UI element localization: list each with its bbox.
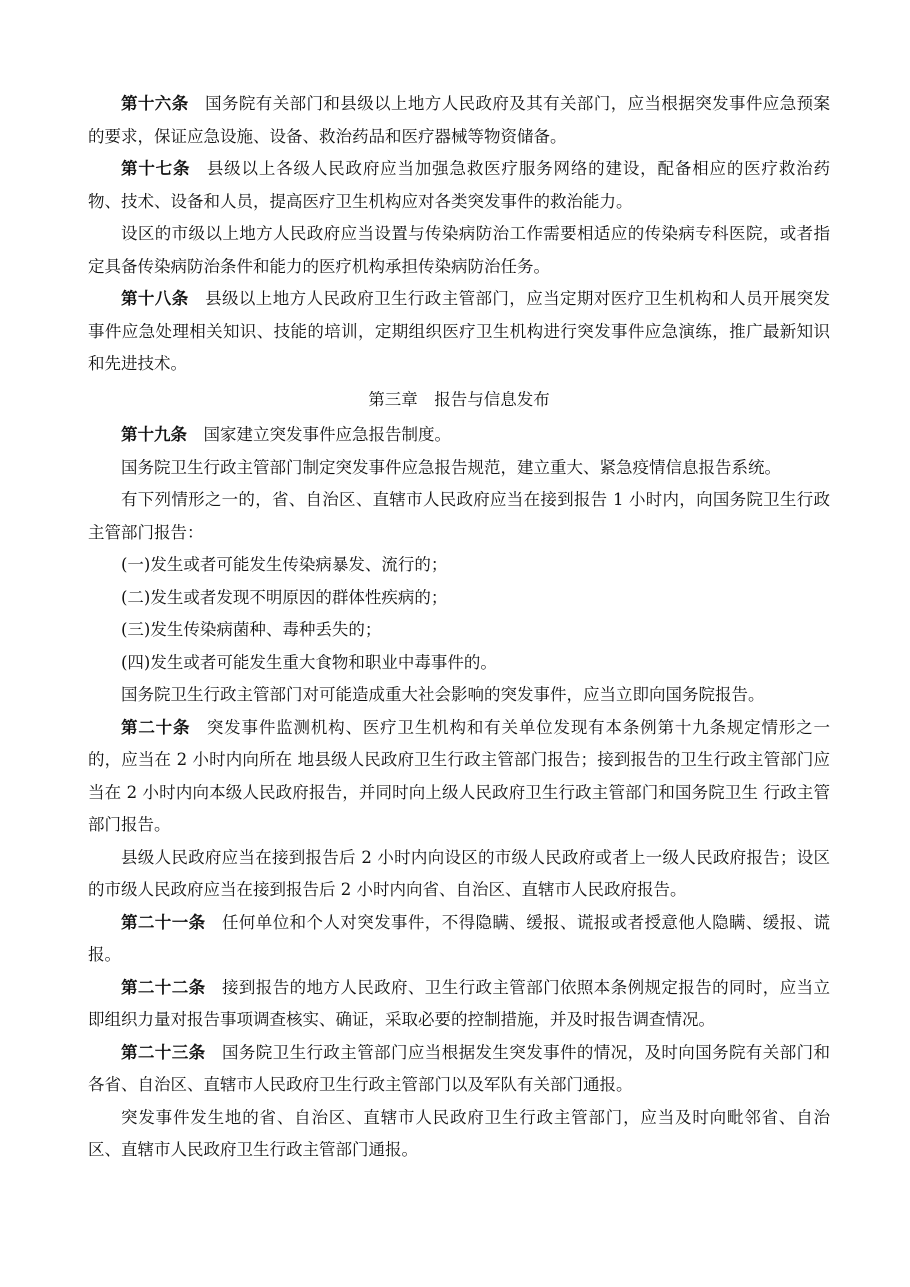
list-item: (二)发生或者发现不明原因的群体性疾病的； <box>121 587 448 607</box>
article-22 <box>88 972 830 1037</box>
paragraph: 国务院卫生行政主管部门对可能造成重大社会影响的突发事件，应当立即向国务院报告。 <box>121 685 765 704</box>
article-text: 国务院卫生行政主管部门应当根据发生突发事件的情况，及时向国务院有关部门和各省、自治区、直辖市人民政府卫生行政主管部门以及军队有关部门通报。 <box>88 1042 830 1094</box>
article-16 <box>88 88 830 153</box>
article-19 <box>88 419 830 452</box>
document-page <box>88 88 830 1167</box>
article-label: 第二十条 <box>121 717 191 737</box>
article-text: 国务院有关部门和县级以上地方人民政府及其有关部门，应当根据突发事件应急预案的要求，保证应急设施、设备、救治药品和医疗器械等物资储备。 <box>88 94 831 146</box>
chapter-number: 第三章 <box>368 389 418 409</box>
article-21 <box>88 907 830 972</box>
article-23 <box>88 1037 830 1102</box>
paragraph: 有下列情形之一的，省、自治区、直辖市人民政府应当在接到报告 1 小时内，向国务院卫生行政主管部门报告： <box>88 490 830 542</box>
list-item: (三)发生传染病菌种、毒种丢失的； <box>121 620 382 639</box>
list-item: (四)发生或者可能发生重大食物和职业中毒事件的。 <box>121 652 497 672</box>
paragraph: 突发事件发生地的省、自治区、直辖市人民政府卫生行政主管部门，应当及时向毗邻省、自治区、直辖市人民政府卫生行政主管部门通报。 <box>88 1107 830 1159</box>
article-label: 第十七条 <box>121 159 191 178</box>
article-text: 接到报告的地方人民政府、卫生行政主管部门依照本条例规定报告的同时，应当立即组织力量对报告事项调查核实、确证，采取必要的控制措施，并及时报告调查情况。 <box>88 977 830 1029</box>
paragraph: 设区的市级以上地方人民政府应当设置与传染病防治工作需要相适应的传染病专科医院，或者指定具备传染病防治条件和能力的医疗机构承担传染病防治任务。 <box>88 224 830 276</box>
article-label: 第十九条 <box>121 425 187 444</box>
chapter-heading <box>88 384 830 417</box>
article-20 <box>88 712 830 842</box>
article-text: 任何单位和个人对突发事件，不得隐瞒、缓报、谎报或者授意他人隐瞒、缓报、谎报。 <box>88 912 830 964</box>
article-17 <box>88 153 830 218</box>
article-label: 第十八条 <box>121 289 189 308</box>
article-text: 县级以上地方人民政府卫生行政主管部门，应当定期对医疗卫生机构和人员开展突发事件应急处理相关知识、技能的培训，定期组织医疗卫生机构进行突发事件应急演练，推广最新知识和先进技术。 <box>88 289 831 373</box>
article-text: 突发事件监测机构、医疗卫生机构和有关单位发现有本条例第十九条规定情形之一的，应当在 2 小时内向所在 地县级人民政府卫生行政主管部门报告；接到报告的卫生行政主管部门应当在 2 小时内向本级人民政府报告，并同时向上级人民政府卫生行政主管部门和国务院卫生 行政主管部门报告。 <box>88 717 831 834</box>
article-label: 第二十三条 <box>121 1042 206 1062</box>
paragraph: 国务院卫生行政主管部门制定突发事件应急报告规范，建立重大、紧急疫情信息报告系统。 <box>121 457 781 477</box>
article-text: 县级以上各级人民政府应当加强急救医疗服务网络的建设，配备相应的医疗救治药物、技术、设备和人员，提高医疗卫生机构应对各类突发事件的救治能力。 <box>88 159 831 211</box>
article-text: 国家建立突发事件应急报告制度。 <box>203 425 451 444</box>
list-item: (一)发生或者可能发生传染病暴发、流行的； <box>121 555 448 574</box>
article-label: 第二十一条 <box>121 912 206 932</box>
chapter-title: 报告与信息发布 <box>434 389 550 409</box>
paragraph: 县级人民政府应当在接到报告后 2 小时内向设区的市级人民政府或者上一级人民政府报告；设区的市级人民政府应当在接到报告后 2 小时内向省、自治区、直辖市人民政府报告。 <box>88 847 830 899</box>
article-label: 第二十二条 <box>121 977 206 997</box>
article-label: 第十六条 <box>121 94 189 113</box>
article-18 <box>88 283 830 381</box>
